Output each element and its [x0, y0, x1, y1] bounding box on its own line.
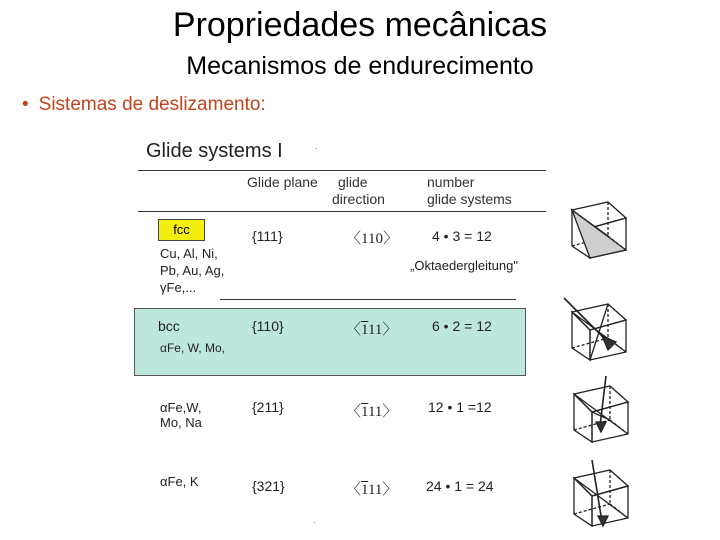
tick-mark: ·: [315, 144, 318, 153]
table-rule: [220, 299, 516, 300]
glide-direction-value: 〈111〉: [346, 404, 398, 420]
glide-direction-value: 〈111〉: [346, 482, 398, 498]
bcc-321-cube-icon: [560, 456, 636, 532]
fcc-cube-icon: [558, 188, 634, 264]
col-header-direction-line1: glide: [338, 174, 368, 190]
bullet-text: Sistemas de deslizamento:: [38, 94, 266, 115]
col-header-direction-line2: direction: [332, 191, 385, 207]
bcc-label: bcc: [158, 318, 180, 334]
metals-line: γFe,...: [160, 280, 197, 295]
glide-plane-value: {111}: [252, 228, 283, 244]
glide-systems-value: 24 • 1 = 24: [426, 478, 494, 494]
page-subtitle: Mecanismos de endurecimento: [186, 52, 534, 80]
bcc-211-cube-icon: [560, 372, 636, 448]
metals-line: Mo, Na: [160, 415, 202, 430]
tick-mark: ·: [313, 518, 316, 527]
glide-systems-value: 6 • 2 = 12: [432, 318, 492, 334]
metals-line: Pb, Au, Ag,: [160, 263, 225, 278]
table-row-bcc-metals: αFe, W, Mo,: [160, 341, 225, 355]
col-header-direction: [332, 174, 385, 208]
bullet-item: [22, 94, 266, 116]
page-title: Propriedades mecânicas: [172, 6, 548, 44]
glide-plane-value: {211}: [252, 399, 284, 415]
oktaeder-note: „Oktaedergleitung": [410, 258, 518, 273]
col-header-number: [427, 174, 512, 208]
table-row-fcc-metals: [160, 245, 224, 296]
col-header-number-line1: number: [427, 174, 475, 190]
fcc-badge: fcc: [158, 219, 205, 241]
metals-line: αFe,W,: [160, 400, 202, 415]
table-row-321-metals: αFe, K: [160, 474, 199, 489]
glide-direction-value: 〈110〉: [346, 231, 398, 247]
glide-direction-value: 〈111〉: [346, 322, 398, 338]
bcc-110-cube-icon: [558, 290, 634, 366]
table-row-211-metals: [160, 400, 202, 430]
table-rule: [138, 211, 546, 212]
glide-systems-value: 12 • 1 =12: [428, 399, 492, 415]
glide-plane-value: {321}: [252, 478, 285, 494]
glide-systems-value: 4 • 3 = 12: [432, 228, 492, 244]
bullet-icon: •: [22, 94, 29, 115]
table-rule: [138, 170, 546, 171]
col-header-number-line2: glide systems: [427, 191, 512, 207]
table-title: Glide systems I: [146, 140, 283, 162]
col-header-plane: Glide plane: [247, 174, 318, 190]
glide-plane-value: {110}: [252, 318, 284, 334]
metals-line: Cu, Al, Ni,: [160, 246, 218, 261]
